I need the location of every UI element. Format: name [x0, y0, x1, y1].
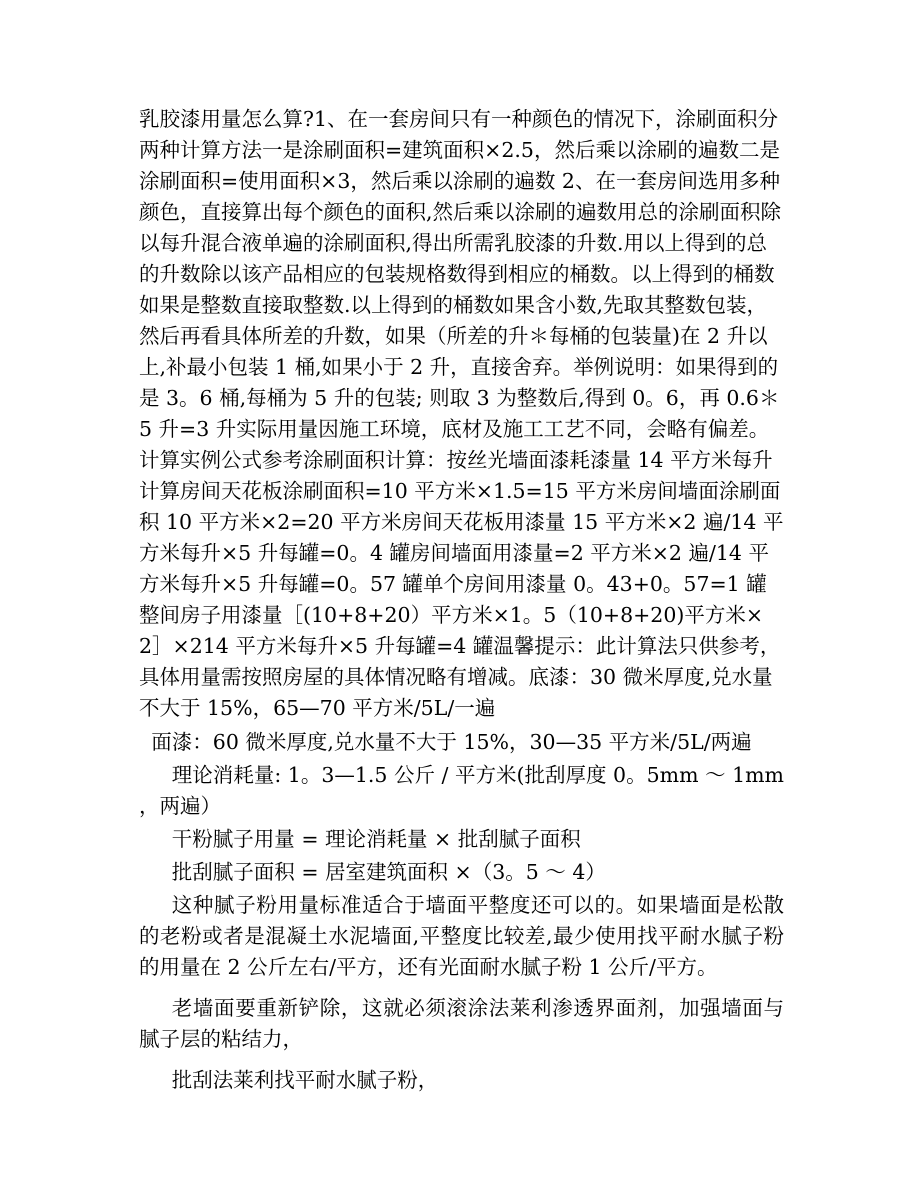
paragraph-theoretical-consumption: 理论消耗量: 1。3—1.5 公斤 / 平方米(批刮厚度 0。5mm ～ 1mm ，两遍） — [139, 763, 784, 818]
paragraph-scrape-putty: 批刮法莱利找平耐水腻子粉， — [171, 1068, 439, 1092]
paragraph-old-wall-treatment: 老墙面要重新铲除，这就必须滚涂法莱利渗透界面剂，加强墙面与腻子层的粘结力， — [139, 996, 784, 1051]
paragraph-putty-area-formula: 批刮腻子面积 = 居室建筑面积 ×（3。5 ～ 4） — [171, 860, 606, 884]
paragraph-latex-paint-calculation: 乳胶漆用量怎么算?1、在一套房间只有一种颜色的情况下，涂刷面积分两种计算方法一是涂刷面积=建筑面积×2.5，然后乘以涂刷的遍数二是涂刷面积=使用面积×3，然后乘以涂刷的遍数 2、在一套房间选用多种颜色，直接算出每个颜色的面积,然后乘以涂刷的遍数用总的涂刷面积除以每升混合液单遍的涂刷面积,得出所需乳胶漆的升数.用以上得到的总的升数除以该产品相应的包装规格数得到相应的桶数。以上得到的桶数如果是整数直接取整数.以上得到的桶数如果含小数,先取其整数包装，然后再看具体所差的升数，如果（所差的升＊每桶的包装量)在 2 升以上,补最小包装 1 桶,如果小于 2 升，直接舍弃。举例说明：如果得到的是 3。6 桶,每桶为 5 升的包装; 则取 3 为整数后,得到 0。6，再 0.6＊5 升=3 升实际用量因施工环境，底材及施工工艺不同，会略有偏差。计算实例公式参考涂刷面积计算：按丝光墙面漆耗漆量 14 平方米每升计算房间天花板涂刷面积=10 平方米×1.5=15 平方米房间墙面涂刷面积 10 平方米×2=20 平方米房间天花板用漆量 15 平方米×2 遍/14 平方米每升×5 升每罐=0。4 罐房间墙面用漆量=2 平方米×2 遍/14 平方米每升×5 升每罐=0。57 罐单个房间用漆量 0。43+0。57=1 罐整间房子用漆量［(10+8+20）平方米×1。5（10+8+20)平方米×2］×214 平方米每升×5 升每罐=4 罐温馨提示：此计算法只供参考，具体用量需按照房屋的具体情况略有增减。底漆：30 微米厚度,兑水量不大于 15%，65—70 平方米/5L/一遍 — [139, 107, 784, 720]
paragraph-putty-usage-note: 这种腻子粉用量标准适合于墙面平整度还可以的。如果墙面是松散的老粉或者是混凝土水泥墙面,平整度比较差,最少使用找平耐水腻子粉的用量在 2 公斤左右/平方，还有光面耐水腻子粉 1 公斤/平方。 — [139, 893, 784, 979]
paragraph-topcoat: 面漆：60 微米厚度,兑水量不大于 15%，30—35 平方米/5L/两遍 — [151, 730, 752, 754]
paragraph-dry-putty-formula: 干粉腻子用量 = 理论消耗量 × 批刮腻子面积 — [171, 827, 581, 851]
document-body — [139, 104, 784, 1096]
